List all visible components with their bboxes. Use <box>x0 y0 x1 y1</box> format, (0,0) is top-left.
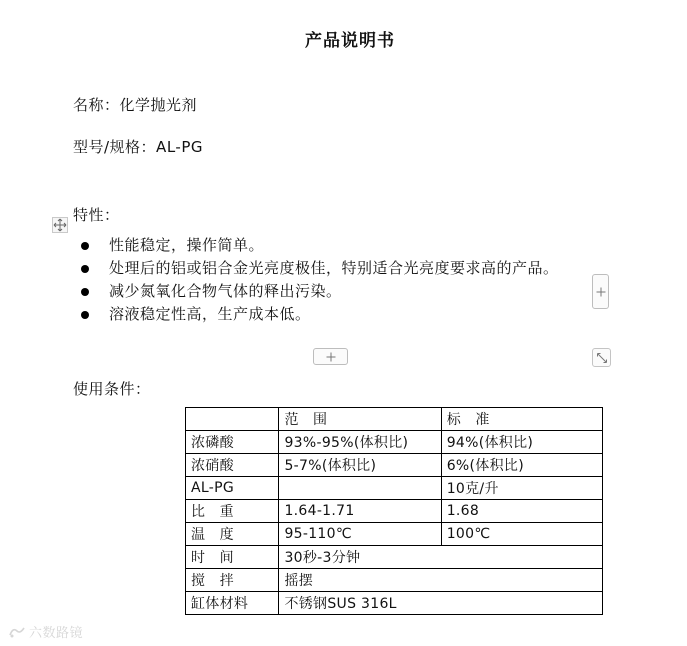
table-cell: 5-7%(体积比) <box>279 454 441 477</box>
table-cell: 摇摆 <box>279 569 603 592</box>
product-name-line: 名称：化学抛光剂 <box>73 96 198 114</box>
table-row <box>186 592 603 615</box>
table-cell: 浓硝酸 <box>186 454 279 477</box>
move-arrows-icon <box>53 218 67 232</box>
table-cell: 浓磷酸 <box>186 431 279 454</box>
table-cell: 95-110℃ <box>279 523 441 546</box>
table-move-handle[interactable] <box>52 217 68 233</box>
table-row <box>186 523 603 546</box>
table-cell: 93%-95%(体积比) <box>279 431 441 454</box>
table-cell <box>186 408 279 431</box>
table-cell: 时 间 <box>186 546 279 569</box>
table-cell: 1.64-1.71 <box>279 500 441 523</box>
feature-item <box>78 234 598 257</box>
table-cell: 不锈钢SUS 316L <box>279 592 603 615</box>
feature-item <box>78 280 598 303</box>
table-cell: 30秒-3分钟 <box>279 546 603 569</box>
table-header-cell: 范 围 <box>279 408 441 431</box>
features-list <box>78 234 598 326</box>
table-row <box>186 454 603 477</box>
bullet-icon <box>81 311 89 319</box>
plus-icon <box>326 352 335 361</box>
table-cell: 缸体材料 <box>186 592 279 615</box>
table-cell <box>279 477 441 500</box>
table-cell: 94%(体积比) <box>441 431 602 454</box>
document-title: 产品说明书 <box>305 31 395 51</box>
conditions-heading: 使用条件： <box>73 380 151 398</box>
table-cell: AL-PG <box>186 477 279 500</box>
bullet-icon <box>81 242 89 250</box>
table-row <box>186 569 603 592</box>
table-cell: 10克/升 <box>441 477 602 500</box>
table-cell: 温 度 <box>186 523 279 546</box>
bullet-icon <box>81 288 89 296</box>
table-row <box>186 477 603 500</box>
features-heading: 特性： <box>73 206 120 224</box>
feature-text: 性能稳定，操作简单。 <box>109 236 265 254</box>
table-header-cell: 标 准 <box>441 408 602 431</box>
table-row <box>186 500 603 523</box>
table-cell: 搅 拌 <box>186 569 279 592</box>
feature-text: 处理后的铝或铝合金光亮度极佳，特别适合光亮度要求高的产品。 <box>109 259 559 277</box>
feature-item <box>78 303 598 326</box>
table-cell: 1.68 <box>441 500 602 523</box>
table-cell: 比 重 <box>186 500 279 523</box>
bullet-icon <box>81 265 89 273</box>
plus-icon <box>596 287 605 296</box>
add-column-button[interactable] <box>592 274 609 309</box>
feature-text: 减少氮氧化合物气体的释出污染。 <box>109 282 342 300</box>
conditions-table <box>185 407 603 615</box>
product-model-line: 型号/规格：AL-PG <box>73 138 203 156</box>
table-row <box>186 546 603 569</box>
table-row <box>186 431 603 454</box>
watermark <box>8 622 83 641</box>
feature-item <box>78 257 598 280</box>
table-resize-handle[interactable] <box>592 348 611 367</box>
table-header-row <box>186 408 603 431</box>
watermark-logo-icon <box>8 625 26 639</box>
watermark-text: 六数路镜 <box>29 626 84 641</box>
table-cell: 6%(体积比) <box>441 454 602 477</box>
diagonal-resize-icon <box>596 352 607 363</box>
add-row-button[interactable] <box>313 348 348 365</box>
feature-text: 溶液稳定性高，生产成本低。 <box>109 305 311 323</box>
table-cell: 100℃ <box>441 523 602 546</box>
